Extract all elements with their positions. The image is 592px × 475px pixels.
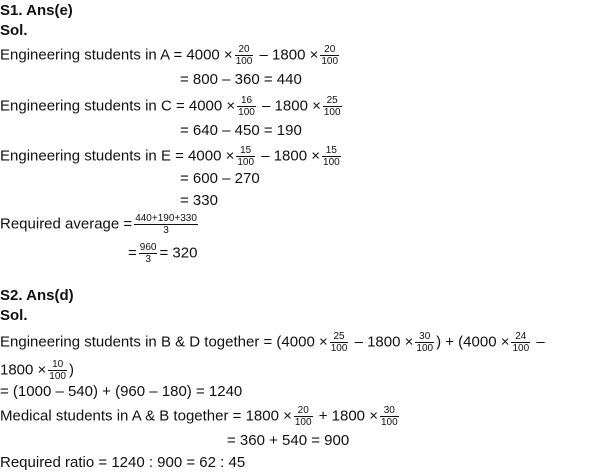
s1-line-e	[0, 145, 343, 168]
s1-average-fraction-2: $\frac{960}{3}$	[139, 242, 157, 265]
s1-average-result-line	[128, 242, 197, 265]
s1-average-fraction: $\frac{440+190+330}{3}$	[135, 213, 197, 236]
s1-heading: S1. Ans(e)	[0, 2, 73, 19]
s1-a-result: = 800 – 360 = 440	[180, 71, 302, 88]
s1-e-result-1: = 600 – 270	[180, 170, 260, 187]
s2-bd2-end: )	[68, 361, 74, 379]
s1-c-fraction-2: $\frac{25}{100}$	[323, 95, 341, 118]
s1-e-mid: – 1800 ×	[257, 147, 321, 165]
s2-bd-mid-1: – 1800 ×	[350, 333, 414, 351]
s1-e-fraction-1: $\frac{15}{100}$	[237, 145, 255, 168]
s1-c-label: Engineering students in C = 4000 ×	[0, 97, 236, 115]
s1-a-fraction-1: $\frac{20}{100}$	[235, 44, 253, 67]
s1-average-equals: =	[128, 244, 137, 262]
s2-bd2-fraction: $\frac{10}{100}$	[49, 359, 66, 382]
s2-bd-label: Engineering students in B & D together = (4000 ×	[0, 333, 328, 351]
s2-med-result: = 360 + 540 = 900	[227, 432, 350, 449]
s1-e-label: Engineering students in E = 4000 ×	[0, 147, 235, 165]
s2-bd-fraction-2: $\frac{30}{100}$	[416, 331, 434, 354]
s1-c-result: = 640 – 450 = 190	[180, 122, 302, 139]
s2-med-fraction-1: $\frac{20}{100}$	[294, 405, 312, 428]
s1-average-line	[0, 213, 200, 236]
s2-line-bd	[0, 331, 545, 354]
s2-line-bd-continued	[0, 359, 74, 382]
s1-average-label: Required average =	[0, 215, 133, 233]
s1-a-fraction-2: $\frac{20}{100}$	[321, 44, 339, 67]
s2-bd2-start: 1800 ×	[0, 361, 47, 379]
s1-a-label: Engineering students in A = 4000 ×	[0, 46, 233, 64]
s1-line-c	[0, 95, 344, 118]
s2-bd-fraction-3: $\frac{24}{100}$	[512, 331, 530, 354]
s1-c-mid: – 1800 ×	[257, 97, 321, 115]
s1-line-a	[0, 44, 341, 67]
s1-c-fraction-1: $\frac{16}{100}$	[238, 95, 255, 118]
s1-sol-label: Sol.	[0, 22, 28, 39]
s1-e-result-2: = 330	[180, 192, 218, 209]
s1-average-result: = 320	[159, 244, 198, 262]
s2-ratio: Required ratio = 1240 : 900 = 62 : 45	[0, 454, 246, 471]
s2-bd-end: –	[532, 333, 545, 351]
s2-line-medical	[0, 405, 401, 428]
s2-bd-result: = (1000 – 540) + (960 – 180) = 1240	[0, 383, 243, 400]
s2-heading: S2. Ans(d)	[0, 287, 74, 304]
s2-med-label: Medical students in A & B together = 1800 ×	[0, 407, 292, 425]
s2-med-mid: + 1800 ×	[314, 407, 378, 425]
s2-bd-fraction-1: $\frac{25}{100}$	[330, 331, 348, 354]
s2-sol-label: Sol.	[0, 307, 28, 324]
s2-med-fraction-2: $\frac{30}{100}$	[380, 405, 398, 428]
s2-bd-mid-2: ) + (4000 ×	[436, 333, 510, 351]
s1-a-mid: – 1800 ×	[255, 46, 319, 64]
s1-e-fraction-2: $\frac{15}{100}$	[323, 145, 340, 168]
